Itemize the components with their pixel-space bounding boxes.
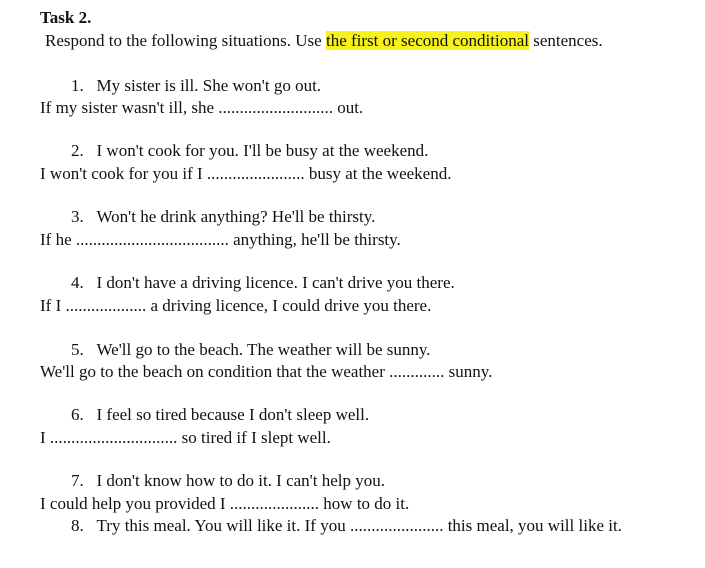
item-answer-line: If my sister wasn't ill, she ........................... out. (40, 98, 364, 117)
item-number: 7. (71, 471, 84, 490)
instruction-text-before: Respond to the following situations. Use (45, 31, 326, 50)
item-prompt-text: We'll go to the beach. The weather will be sunny. (96, 340, 431, 359)
item-answer-line: We'll go to the beach on condition that the weather ............. sunny. (40, 362, 493, 381)
item-number: 8. (71, 516, 84, 535)
item-prompt (71, 471, 385, 491)
item-number: 5. (71, 340, 84, 359)
item-prompt (71, 141, 428, 161)
item-prompt-text: Try this meal. You will like it. If you ...................... this meal, you will like it. (96, 516, 622, 535)
item-prompt-text: Won't he drink anything? He'll be thirsty. (96, 207, 376, 226)
item-prompt-text: I don't have a driving licence. I can't drive you there. (96, 273, 455, 292)
item-prompt (71, 207, 375, 227)
item-answer-line: If I ................... a driving licence, I could drive you there. (40, 296, 432, 315)
item-number: 4. (71, 273, 84, 292)
item-answer-line: I won't cook for you if I ....................... busy at the weekend. (40, 164, 452, 183)
item-prompt-text: My sister is ill. She won't go out. (96, 76, 322, 95)
item-prompt (71, 405, 369, 425)
instruction-highlight: the first or second conditional (325, 31, 529, 50)
instruction-text-after: sentences. (528, 31, 603, 50)
item-prompt (71, 516, 622, 536)
item-prompt (71, 340, 431, 360)
item-number: 6. (71, 405, 84, 424)
item-number: 2. (71, 141, 84, 160)
item-answer-line: If he .................................... anything, he'll be thirsty. (40, 230, 401, 249)
task-instruction (45, 31, 603, 51)
item-prompt (71, 273, 455, 293)
item-answer-line: I could help you provided I ..................... how to do it. (40, 494, 410, 513)
item-prompt-text: I won't cook for you. I'll be busy at the weekend. (96, 141, 429, 160)
item-answer-line: I .............................. so tired if I slept well. (40, 428, 331, 447)
task-title: Task 2. (40, 8, 92, 27)
item-number: 3. (71, 207, 84, 226)
item-number: 1. (71, 76, 84, 95)
item-prompt-text: I don't know how to do it. I can't help you. (96, 471, 385, 490)
item-prompt (71, 76, 321, 96)
item-prompt-text: I feel so tired because I don't sleep well. (96, 405, 370, 424)
